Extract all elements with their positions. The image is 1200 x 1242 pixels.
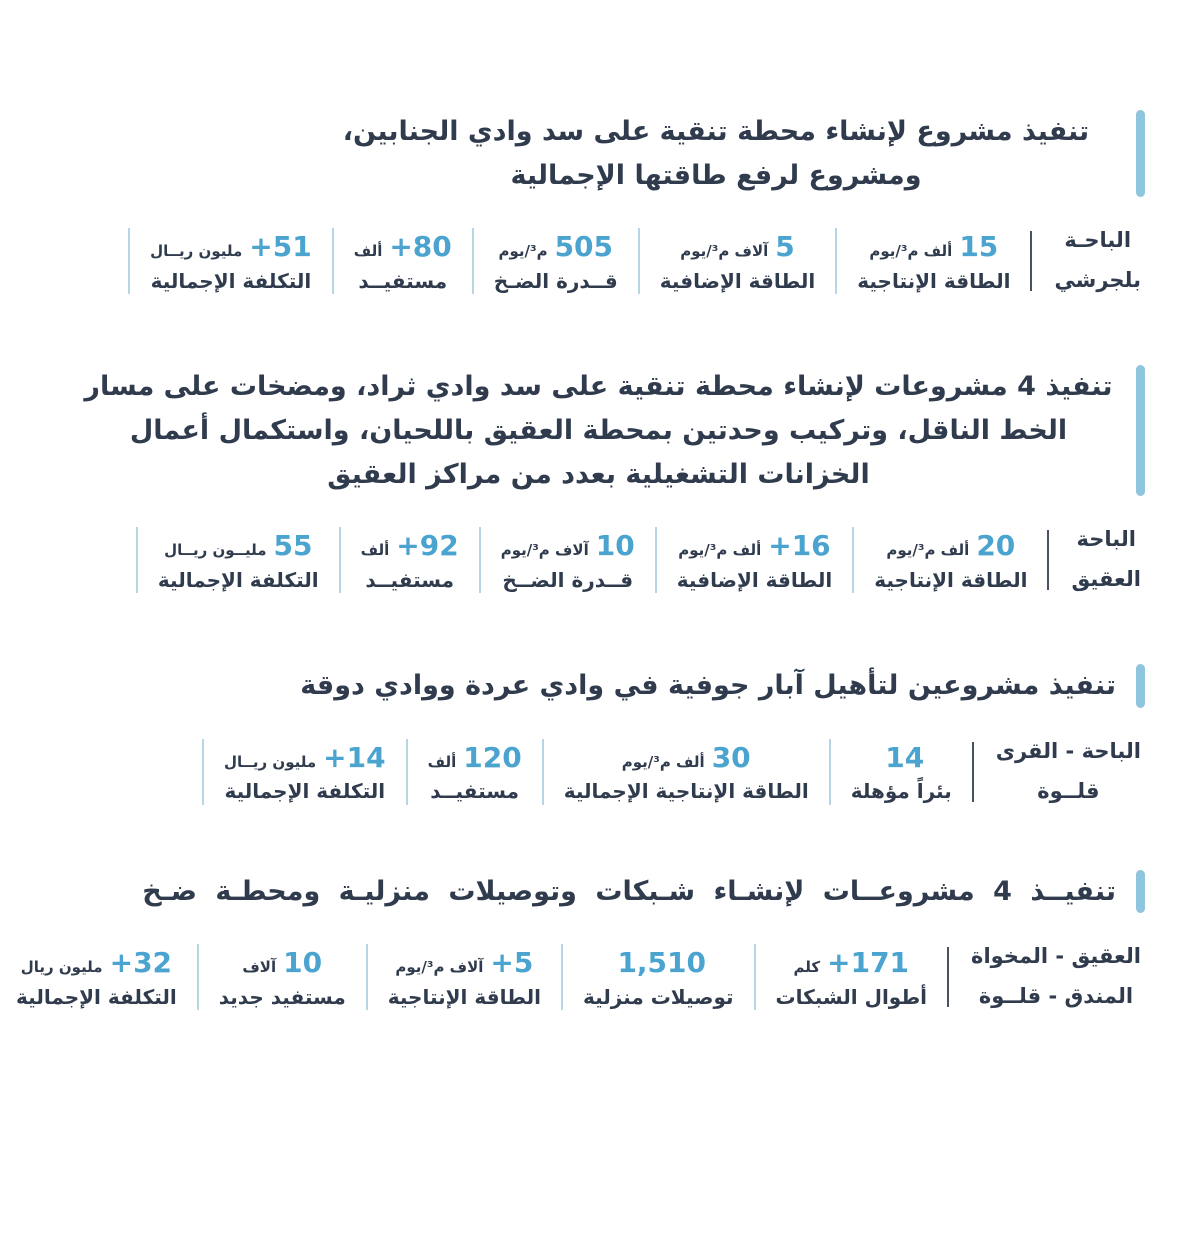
stat-number: +16 (769, 529, 832, 563)
stat-value-line (220, 946, 347, 980)
section-title: تنفيذ مشروعين لتأهيل آبار جوفية في وادي عردة ووادي دوقة (301, 670, 1117, 702)
stat-number: 15 (960, 230, 1000, 264)
stat-number: 20 (977, 529, 1017, 563)
stat-production-capacity (838, 230, 1031, 293)
stat-label: مستفيــد (366, 567, 455, 592)
section-tharad-projects (54, 365, 1146, 600)
stat-divider (639, 228, 641, 294)
stat-value-line (355, 230, 453, 264)
accent-bar (1137, 365, 1146, 496)
stat-beneficiaries (409, 741, 543, 804)
stat-number: +51 (250, 230, 313, 264)
stat-label: التكلفة الإجمالية (151, 268, 313, 293)
stat-unit: ألف م³/يوم (870, 242, 954, 261)
location-line: الباحة (1077, 527, 1137, 552)
stat-unit: مليون ريــال (225, 752, 318, 771)
stat-number: +80 (390, 230, 453, 264)
stat-value-line (875, 529, 1028, 563)
stat-value-line (584, 946, 735, 980)
stat-number: +5 (491, 946, 535, 980)
accent-bar (1137, 664, 1146, 708)
stat-label: مستفيد جديد (219, 984, 347, 1009)
stat-value-line (678, 529, 834, 563)
section-title-block (54, 870, 1146, 914)
stat-total-cost (131, 230, 333, 293)
stat-unit: آلاف (243, 958, 278, 977)
stat-number: +171 (828, 946, 911, 980)
stat-label: الطاقة الإضافية (677, 567, 834, 592)
section-title-block (54, 664, 1146, 708)
stat-value-line (858, 230, 1011, 264)
stat-unit: آلاف م³/يوم (501, 541, 590, 560)
stat-label: الطاقة الإنتاجية (858, 268, 1012, 293)
section-janabin-project (54, 110, 1146, 301)
stat-divider (473, 228, 475, 294)
stat-label: التكلفة الإجمالية (225, 779, 387, 804)
stat-value-line (429, 741, 523, 775)
stat-label: الطاقة الإنتاجية (388, 984, 542, 1009)
stat-unit: ألف (361, 541, 391, 560)
location (950, 937, 1146, 1017)
stat-number: 14 (886, 740, 926, 774)
stat-value-line (225, 741, 387, 775)
stat-divider (656, 527, 658, 593)
location-divider (1031, 231, 1033, 291)
stat-home-connections (564, 946, 755, 1009)
stat-total-cost (0, 946, 198, 1009)
stat-number: 55 (274, 529, 314, 563)
stat-label: قــدرة الضـخ (494, 268, 619, 293)
stat-divider (407, 739, 409, 805)
stat-beneficiaries (335, 230, 473, 293)
location-line: الباحـة (1065, 228, 1133, 253)
stat-production-capacity (855, 529, 1048, 592)
location-line: بلجرشي (1055, 268, 1142, 293)
stats-row (54, 732, 1146, 812)
section-title-block (54, 110, 1146, 197)
stat-unit: مليون ريال (21, 958, 104, 977)
stat-label: التكلفة الإجمالية (17, 984, 178, 1009)
stat-unit: مليــون ريــال (165, 541, 268, 560)
section-wells-rehabilitation (54, 664, 1146, 812)
stats-row (54, 520, 1146, 600)
stat-label: الطاقة الإضافية (660, 268, 817, 293)
stat-number: 10 (284, 946, 324, 980)
stat-value-line (362, 529, 460, 563)
stat-value-line (661, 230, 817, 264)
stat-number: 1,510 (618, 946, 708, 980)
stat-number: +14 (324, 740, 387, 774)
stat-number: 505 (555, 230, 615, 264)
location-line: العقيق (1072, 567, 1142, 592)
stat-number: 10 (596, 529, 636, 563)
accent-bar (1137, 110, 1146, 197)
stat-value-line (502, 529, 636, 563)
stat-network-lengths (757, 946, 949, 1009)
stat-value-line (565, 741, 810, 775)
stat-unit: ألف (428, 752, 458, 771)
stat-label: توصيلات منزلية (583, 984, 735, 1009)
stat-total-cost (139, 529, 340, 592)
section-title: تنفيذ 4 مشروعات لإنشاء محطة تنقية على سد وادي ثراد، ومضخات على مسار الخط الناقل، وتركيب وحدتين بمحطة العقيق باللحيان، واستكمال أعمال الخزانات التشغيلية بعدد من مراكز العقيق (85, 371, 1114, 490)
stat-value-line (852, 741, 953, 775)
stat-unit: م³/يوم (499, 242, 549, 261)
stat-divider (562, 944, 564, 1010)
location (1050, 520, 1146, 600)
stat-divider (333, 228, 335, 294)
stat-unit: مليون ريــال (151, 242, 244, 261)
stat-qualified-wells (832, 741, 973, 804)
stat-value-line (389, 946, 542, 980)
stat-additional-capacity (658, 529, 854, 592)
stat-production-capacity (369, 946, 562, 1009)
accent-bar (1137, 870, 1146, 914)
stat-divider (480, 527, 482, 593)
stat-divider (830, 739, 832, 805)
stat-unit: ألف م³/يوم (679, 541, 763, 560)
stat-number: 30 (712, 740, 752, 774)
stat-value-line (151, 230, 313, 264)
stat-divider (755, 944, 757, 1010)
stat-total-production-capacity (545, 741, 830, 804)
location (1033, 221, 1146, 301)
stats-row (17, 937, 1146, 1017)
stat-label: أطوال الشبكات (776, 984, 929, 1009)
location-line: الباحة - القرى (996, 738, 1142, 763)
stat-label: مستفيــد (431, 779, 520, 804)
location (975, 732, 1146, 812)
section-title-block (54, 365, 1146, 496)
stat-unit: ألف م³/يوم (622, 752, 706, 771)
section-networks-connections (17, 870, 1146, 1018)
stat-unit: آلاف م³/يوم (396, 958, 485, 977)
stat-label: الطاقة الإنتاجية الإجمالية (564, 779, 810, 804)
stat-value-line (17, 946, 178, 980)
stat-unit: ألف (354, 242, 384, 261)
stats-row (54, 221, 1146, 301)
stat-new-beneficiaries (200, 946, 367, 1009)
stat-number: +92 (397, 529, 460, 563)
stat-value-line (777, 946, 929, 980)
stat-number: 5 (776, 230, 796, 264)
stat-beneficiaries (342, 529, 480, 592)
section-title: تنفيــذ 4 مشروعــات لإنشـاء شـبكات وتوصيلات منزليـة ومحطـة ضـخ (143, 875, 1117, 907)
stat-value-line (495, 230, 619, 264)
location-line: المندق - قلــوة (979, 984, 1135, 1009)
stat-unit: كلم (794, 958, 822, 977)
stat-pumping-capability (482, 529, 656, 592)
stat-divider (836, 228, 838, 294)
row-end-divider (129, 228, 131, 294)
stat-unit: آلاف م³/يوم (681, 242, 770, 261)
stat-label: التكلفة الإجمالية (158, 567, 320, 592)
section-title: تنفيذ مشروع لإنشاء محطة تنقية على سد وادي الجنابين، ومشروع لرفع طاقتها الإجمالية (343, 116, 1091, 191)
stat-label: بئراً مؤهلة (851, 779, 953, 804)
stat-divider (853, 527, 855, 593)
stat-divider (543, 739, 545, 805)
location-divider (948, 947, 950, 1007)
location-divider (973, 742, 975, 802)
location-line: قلــوة (1038, 778, 1101, 803)
stat-label: الطاقة الإنتاجية (875, 567, 1029, 592)
stat-total-cost (205, 741, 407, 804)
row-end-divider (203, 739, 205, 805)
stat-divider (367, 944, 369, 1010)
stat-additional-capacity (641, 230, 837, 293)
stat-value-line (159, 529, 320, 563)
location-divider (1048, 530, 1050, 590)
stat-divider (340, 527, 342, 593)
stat-number: 120 (464, 740, 523, 774)
stat-divider (198, 944, 200, 1010)
stat-pumping-capability (475, 230, 639, 293)
row-end-divider (137, 527, 139, 593)
location-line: العقيق - المخواة (972, 944, 1142, 969)
stat-label: قــدرة الضــخ (503, 567, 635, 592)
stat-number: +32 (110, 946, 174, 980)
stat-label: مستفيــد (359, 268, 449, 293)
stat-unit: ألف م³/يوم (887, 541, 971, 560)
